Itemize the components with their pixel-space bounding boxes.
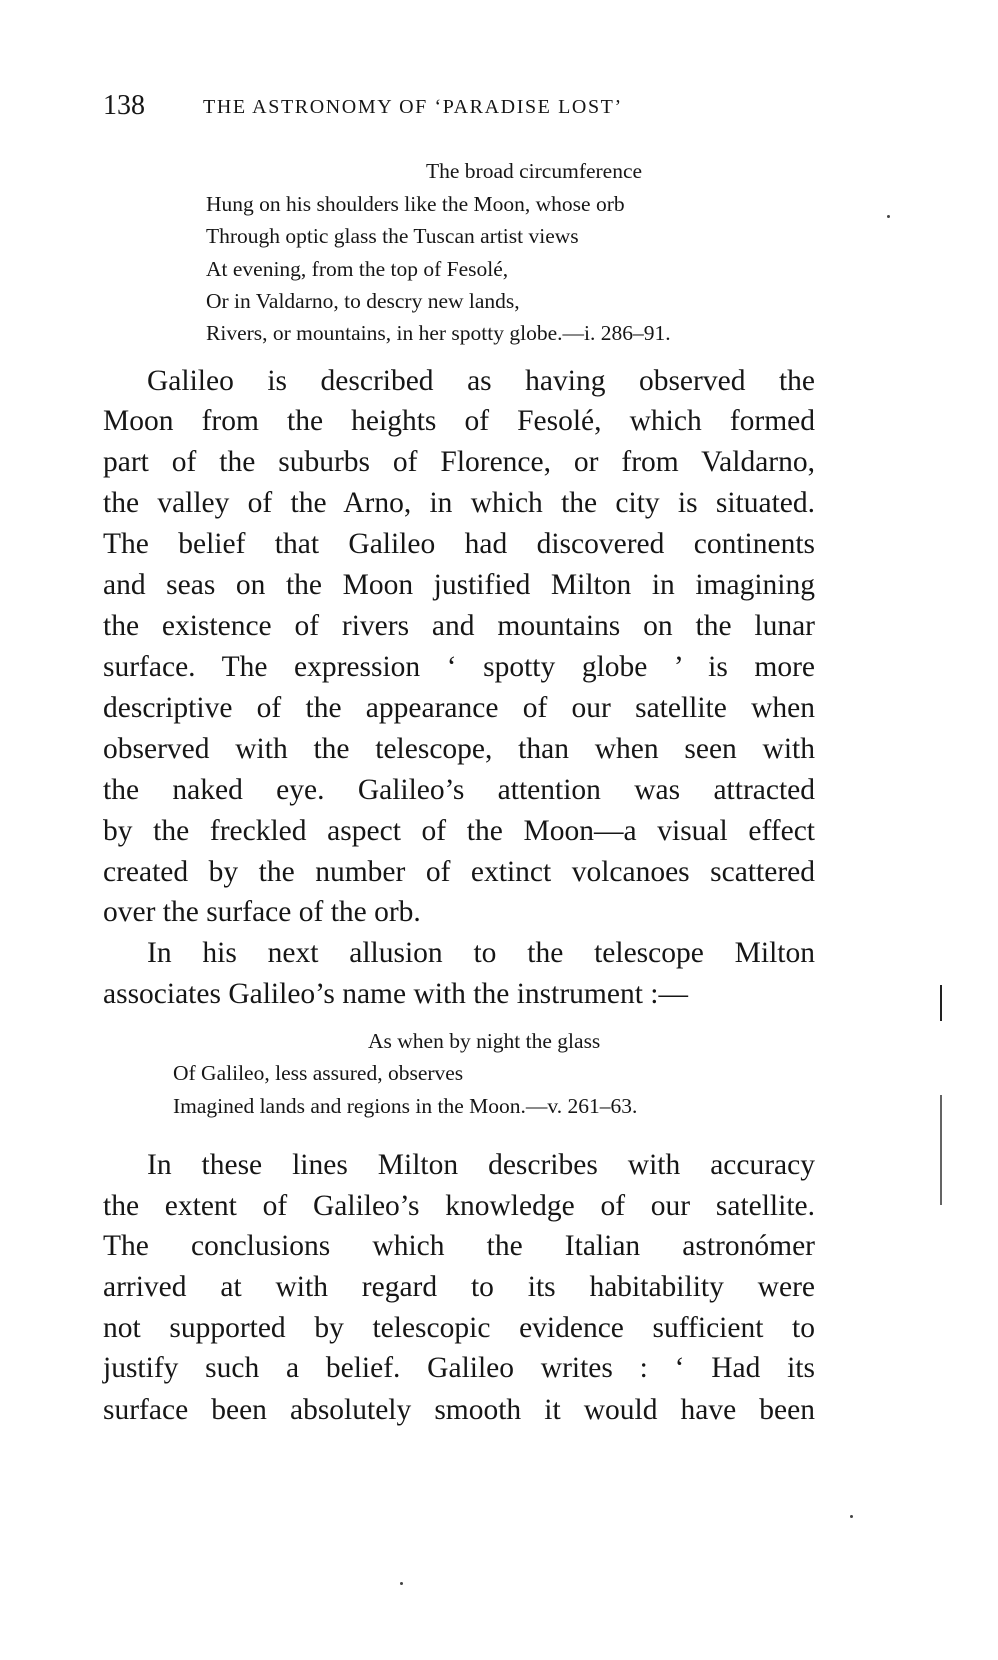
text-line: In these lines Milton describes with accuracy bbox=[147, 1149, 815, 1181]
scan-speck bbox=[850, 1515, 853, 1518]
verse-line: Of Galileo, less assured, observes bbox=[173, 1061, 464, 1085]
running-title: THE ASTRONOMY OF ‘PARADISE LOST’ bbox=[203, 96, 623, 118]
text-line: The belief that Galileo had discovered continents bbox=[103, 528, 815, 560]
verse-line: Or in Valdarno, to descry new lands, bbox=[206, 289, 520, 313]
text-line: not supported by telescopic evidence sufficient to bbox=[103, 1312, 815, 1344]
text-line: observed with the telescope, than when seen with bbox=[103, 733, 815, 765]
text-line: arrived at with regard to its habitability were bbox=[103, 1271, 815, 1303]
text-line: surface. The expression ‘ spotty globe ’ is more bbox=[103, 651, 815, 683]
text-line: over the surface of the orb. bbox=[103, 896, 421, 928]
text-line: justify such a belief. Galileo writes : ‘ Had its bbox=[103, 1352, 815, 1384]
text-line: surface been absolutely smooth it would have been bbox=[103, 1394, 815, 1426]
text-line: the existence of rivers and mountains on the lunar bbox=[103, 610, 815, 642]
verse-line: As when by night the glass bbox=[368, 1029, 601, 1053]
verse-line: At evening, from the top of Fesolé, bbox=[206, 257, 509, 281]
verse-line: Imagined lands and regions in the Moon.—v. 261–63. bbox=[173, 1094, 638, 1118]
text-line: In his next allusion to the telescope Milton bbox=[147, 937, 815, 969]
text-line: The conclusions which the Italian astronómer bbox=[103, 1230, 815, 1262]
text-line: created by the number of extinct volcanoes scattered bbox=[103, 856, 815, 888]
verse-line: Rivers, or mountains, in her spotty globe.—i. 286–91. bbox=[206, 321, 671, 345]
text-line: the valley of the Arno, in which the city is situated. bbox=[103, 487, 815, 519]
page-number: 138 bbox=[103, 90, 145, 121]
text-line: the extent of Galileo’s knowledge of our satellite. bbox=[103, 1190, 815, 1222]
scan-speck bbox=[887, 215, 890, 218]
verse-line: Through optic glass the Tuscan artist views bbox=[206, 224, 579, 248]
scan-speck bbox=[400, 1582, 403, 1585]
text-line: part of the suburbs of Florence, or from Valdarno, bbox=[103, 446, 815, 478]
scan-edge-mark bbox=[940, 1095, 942, 1205]
text-line: descriptive of the appearance of our satellite when bbox=[103, 692, 815, 724]
text-line: Galileo is described as having observed the bbox=[147, 365, 815, 397]
text-line: and seas on the Moon justified Milton in imagining bbox=[103, 569, 815, 601]
scan-edge-mark bbox=[940, 985, 942, 1021]
verse-line: Hung on his shoulders like the Moon, whose orb bbox=[206, 192, 625, 216]
text-line: associates Galileo’s name with the instrument :— bbox=[103, 978, 688, 1010]
text-line: by the freckled aspect of the Moon—a visual effect bbox=[103, 815, 815, 847]
text-line: Moon from the heights of Fesolé, which formed bbox=[103, 405, 815, 437]
text-line: the naked eye. Galileo’s attention was attracted bbox=[103, 774, 815, 806]
verse-line: The broad circumference bbox=[426, 159, 643, 183]
